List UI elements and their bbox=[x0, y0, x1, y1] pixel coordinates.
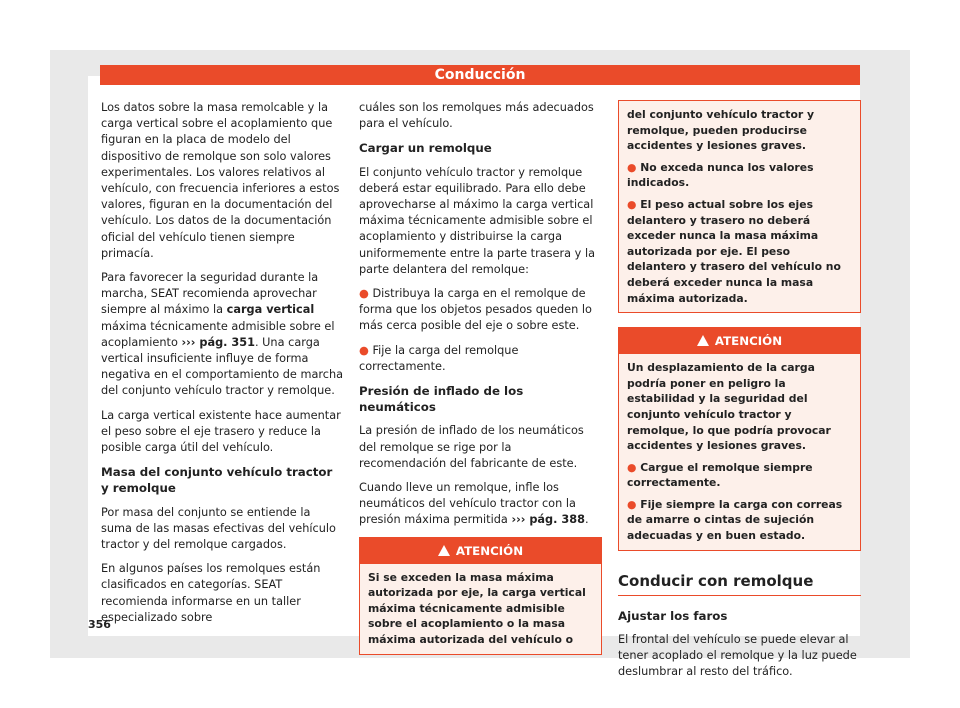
bullet-text: No exceda nunca los valores indicados. bbox=[627, 160, 814, 190]
paragraph bbox=[101, 270, 344, 400]
warning-triangle-icon bbox=[697, 335, 709, 346]
text: máxima técnicamente admisible sobre el acoplamiento bbox=[101, 319, 335, 349]
bullet-item bbox=[627, 197, 852, 306]
warning-header bbox=[360, 538, 601, 564]
warning-box bbox=[359, 537, 602, 655]
subheading: Presión de inflado de los neumáticos bbox=[359, 384, 524, 415]
warning-header bbox=[619, 328, 860, 354]
warning-text: Un desplazamiento de la carga podría poner en peligro la estabilidad y la seguridad del conjunto vehículo tractor y remolque, lo que podría provocar accidentes y lesiones graves. bbox=[627, 361, 831, 453]
paragraph: En algunos países los remolques están clasificados en categorías. SEAT recomienda informarse en un taller especializado sobre bbox=[101, 562, 321, 624]
emphasis: carga vertical bbox=[226, 303, 315, 317]
bullet-item bbox=[627, 460, 852, 491]
paragraph: cuáles son los remolques más adecuados para el vehículo. bbox=[359, 101, 594, 131]
bullet-text: Distribuya la carga en el remolque de forma que los objetos pesados queden lo más cerca posible del eje o sobre este. bbox=[359, 287, 592, 333]
text: . Una carga vertical insuficiente influye de forma negativa en el comportamiento de marcha del conjunto vehículo tractor y remolque. bbox=[101, 335, 344, 398]
bullet-icon: ● bbox=[359, 287, 373, 301]
bullet-icon: ● bbox=[627, 197, 641, 211]
warning-title: ATENCIÓN bbox=[455, 543, 524, 558]
bullet-icon: ● bbox=[627, 497, 641, 511]
chapter-header: Conducción bbox=[100, 65, 860, 85]
page-link[interactable]: ››› pág. 351 bbox=[181, 335, 255, 349]
warning-box bbox=[618, 327, 861, 551]
warning-title: ATENCIÓN bbox=[714, 334, 783, 349]
page-link[interactable]: ››› pág. 388 bbox=[511, 513, 585, 527]
subheading: Cargar un remolque bbox=[359, 141, 492, 156]
paragraph: Los datos sobre la masa remolcable y la carga vertical sobre el acoplamiento que figuran en la placa de modelo del dispositivo de remolque son solo valores experimentales. Los valores relativos al vehículo, con frecuencia inferiores a estos valores, figuran en la documentación del vehículo. Los datos de la documentación oficial del vehículo tienen siempre primacía. bbox=[101, 101, 340, 260]
bullet-item bbox=[359, 343, 602, 375]
paragraph: La carga vertical existente hace aumentar el peso sobre el eje trasero y reduce la posible carga útil del vehículo. bbox=[101, 408, 341, 455]
bullet-icon: ● bbox=[627, 160, 641, 174]
paragraph bbox=[359, 480, 602, 529]
column-right bbox=[618, 100, 861, 689]
page-number: 356 bbox=[88, 618, 111, 631]
section-title: Conducir con remolque bbox=[618, 573, 861, 596]
column-left bbox=[101, 100, 344, 634]
bullet-text: Fije siempre la carga con correas de amarre o cintas de sujeción adecuadas y en buen estado. bbox=[627, 497, 843, 543]
subheading: Ajustar los faros bbox=[618, 608, 728, 623]
warning-triangle-icon bbox=[438, 545, 450, 556]
bullet-icon: ● bbox=[359, 343, 373, 357]
bullet-text: Cargue el remolque siempre correctamente. bbox=[627, 460, 813, 490]
warning-box-continued bbox=[618, 100, 861, 313]
paragraph: La presión de inflado de los neumáticos del remolque se rige por la recomendación del fabricante de este. bbox=[359, 424, 584, 470]
bullet-item bbox=[359, 286, 602, 335]
text: . bbox=[584, 513, 589, 527]
column-middle bbox=[359, 100, 602, 655]
bullet-text: Fije la carga del remolque correctamente. bbox=[359, 343, 519, 373]
paragraph: El conjunto vehículo tractor y remolque deberá estar equilibrado. Para ello debe aprovecharse al máximo la carga vertical máxima técnicamente admisible sobre el acoplamiento y distribuirse la carga uniformemente entre la parte trasera y la parte delantera del remolque: bbox=[359, 165, 595, 276]
bullet-item bbox=[627, 160, 852, 191]
text: Para favorecer la seguridad durante la marcha, SEAT recomienda aprovechar siempre al máximo la bbox=[101, 271, 319, 317]
bullet-text: El peso actual sobre los ejes delantero y trasero no deberá exceder nunca la masa máxima autorizada por eje. El peso delantero y trasero del vehículo no deberá exceder nunca la masa máxima autorizada. bbox=[627, 197, 841, 305]
warning-text: Si se exceden la masa máxima autorizada por eje, la carga vertical máxima técnicamente admisible sobre el acoplamiento o la masa máxima autorizada del vehículo o bbox=[368, 570, 586, 647]
paragraph: El frontal del vehículo se puede elevar al tener acoplado el remolque y la luz puede deslumbrar al resto del tráfico. bbox=[618, 633, 857, 679]
paragraph: Por masa del conjunto se entiende la suma de las masas efectivas del vehículo tractor y del remolque cargados. bbox=[101, 505, 336, 552]
bullet-item bbox=[627, 497, 852, 544]
subheading: Masa del conjunto vehículo tractor y remolque bbox=[101, 465, 333, 496]
text: Cuando lleve un remolque, infle los neumáticos del vehículo tractor con la presión máxima permitida bbox=[359, 481, 576, 527]
warning-text: del conjunto vehículo tractor y remolque, pueden producirse accidentes y lesiones graves. bbox=[627, 108, 815, 153]
bullet-icon: ● bbox=[627, 460, 641, 474]
